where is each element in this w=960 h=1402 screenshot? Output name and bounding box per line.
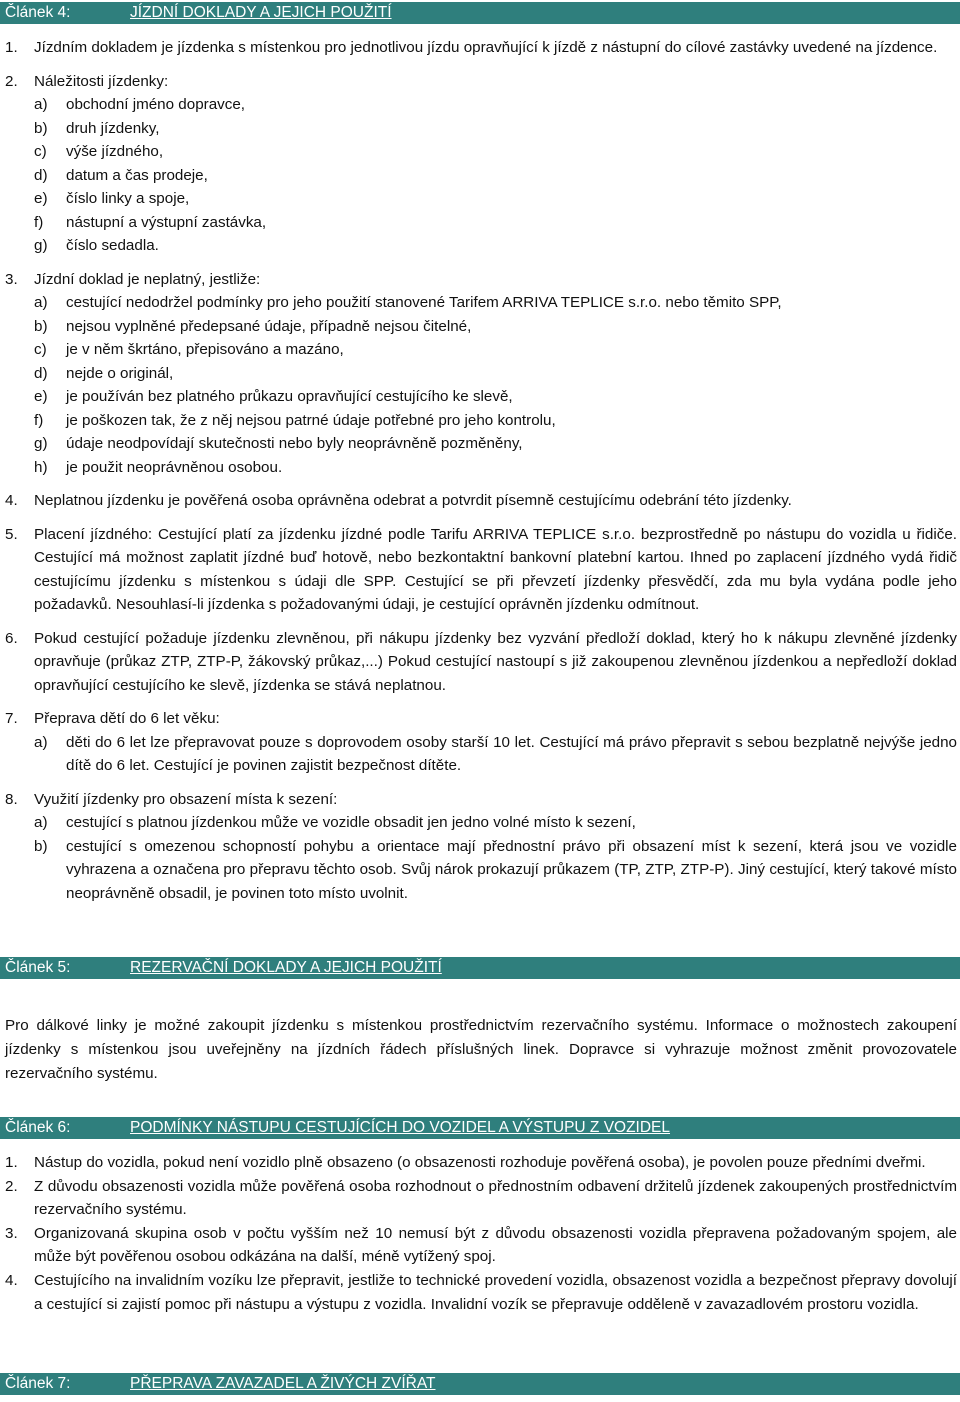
sub-item-letter: a) [34, 733, 48, 751]
sub-item-text: číslo sedadla. [66, 237, 159, 254]
article-4-item-3 [5, 268, 957, 480]
sub-item-letter: c) [34, 143, 47, 160]
article-6-item-4 [5, 1269, 957, 1316]
article-7-title: PŘEPRAVA ZAVAZADEL A ŽIVÝCH ZVÍŘAT [130, 1375, 436, 1392]
item-number: 3. [5, 270, 18, 288]
item-text: Jízdní doklad je neplatný, jestliže: [34, 270, 261, 288]
sub-item [34, 432, 957, 456]
sub-item [34, 409, 957, 433]
article-4-number: Článek 4: [5, 4, 71, 21]
article-4-item-4 [5, 489, 957, 513]
sub-item-letter: a) [34, 96, 48, 113]
sub-item-text: cestující nedodržel podmínky pro jeho použití stanovené Tarifem ARRIVA TEPLICE s.r.o. nebo těmito SPP, [66, 294, 782, 311]
sub-item-letter: c) [34, 341, 47, 358]
sub-item [34, 362, 957, 386]
sub-item-letter: d) [34, 166, 48, 184]
sub-item-text: nástupní a výstupní zastávka, [66, 213, 267, 231]
item-number: 3. [5, 1224, 18, 1242]
article-6-body [5, 1151, 957, 1316]
article-4-item-7 [5, 707, 957, 778]
sub-item [34, 291, 957, 315]
article-6-item-2 [5, 1175, 957, 1222]
sub-item-letter: b) [34, 317, 48, 335]
sub-item [34, 456, 957, 480]
article-7-number: Článek 7: [5, 1375, 71, 1392]
item-text: Pokud cestující požaduje jízdenku zlevněnou, při nákupu jízdenky bez vyzvání předloží doklad, který ho k nákupu zlevněné jízdenky opravňuje (průkaz ZTP, ZTP-P, žákovský průkaz,...) Pokud cestující nastoupí s již zakoupenou zlevněnou jízdenkou a nepředloží doklad opravňující cestujícího ke slevě, jízdenka se stává neplatnou. [34, 629, 957, 694]
article-4-item-5 [5, 523, 957, 617]
sub-item-text: druh jízdenky, [66, 119, 160, 137]
item-text: Jízdním dokladem je jízdenka s místenkou pro jednotlivou jízdu opravňující k jízdě z nástupní do cílové zastávky uvedené na jízdence. [34, 39, 938, 56]
sub-item-text: číslo linky a spoje, [66, 190, 190, 207]
sub-item-letter: g) [34, 237, 48, 254]
article-7-header [0, 1373, 960, 1395]
sub-item-text: děti do 6 let lze přepravovat pouze s doprovodem osoby starší 10 let. Cestující má právo přepravit s sebou bezplatně nejvýše jedno dítě do 6 let. Cestující je povinen zajistit bezpečnost dítěte. [66, 733, 957, 774]
item-text: Placení jízdného: Cestující platí za jízdenku jízdné podle Tarifu ARRIVA TEPLICE s.r.o. bezprostředně po nástupu do vozidla u řidiče. Cestující má možnost zaplatit jízdné buď hotově, nebo bezkontaktní bankovní platební kartou. Ihned po zaplacení jízdného vydá řidič cestujícímu jízdenku s místenkou s údaji dle SPP. Cestující se při převzetí jízdenky přesvědčí, zda mu byla vydána podle jeho požadavků. Nesouhlasí-li jízdenka s požadovanými údaji, je cestující oprávněn jízdenku odmítnout. [34, 525, 957, 613]
item-text: Nástup do vozidla, pokud není vozidlo plně obsazeno (o obsazenosti rozhoduje pověřená osoba), je povolen pouze předními dveřmi. [34, 1154, 926, 1171]
sub-item-letter: f) [34, 411, 44, 429]
sub-item-text: nejsou vyplněné předepsané údaje, případně nejsou čitelné, [66, 317, 472, 335]
sub-item [34, 140, 957, 164]
sub-item [34, 164, 957, 188]
item-text: Neplatnou jízdenku je pověřená osoba oprávněna odebrat a potvrdit písemně cestujícímu odebrání této jízdenky. [34, 492, 792, 509]
item-text: Využití jízdenky pro obsazení místa k sezení: [34, 790, 338, 808]
sub-item-text: údaje neodpovídají skutečnosti nebo byly neoprávněně pozměněny, [66, 435, 523, 452]
sub-item-letter: b) [34, 837, 48, 855]
article-6-title: PODMÍNKY NÁSTUPU CESTUJÍCÍCH DO VOZIDEL A VÝSTUPU Z VOZIDEL [130, 1119, 671, 1136]
sub-item-letter: f) [34, 213, 44, 231]
article-4-item-6 [5, 627, 957, 698]
article-6-number: Článek 6: [5, 1119, 71, 1136]
article-5-title: REZERVAČNÍ DOKLADY A JEJICH POUŽITÍ [130, 959, 442, 976]
item-number: 2. [5, 72, 18, 90]
sub-item-letter: g) [34, 435, 48, 452]
item-number: 8. [5, 790, 18, 808]
sub-item-letter: e) [34, 190, 48, 207]
article-6-item-1 [5, 1151, 957, 1175]
article-4-item-1 [5, 36, 957, 60]
article-5-header [0, 957, 960, 979]
sub-item-text: cestující s platnou jízdenkou může ve vozidle obsadit jen jedno volné místo k sezení, [66, 814, 636, 831]
sub-item-letter: d) [34, 364, 48, 382]
article-4-header [0, 2, 960, 24]
item-number: 1. [5, 1154, 18, 1171]
article-5-number: Článek 5: [5, 959, 71, 976]
sub-item-text: datum a čas prodeje, [66, 166, 208, 184]
item-number: 6. [5, 629, 18, 647]
sub-item [34, 835, 957, 906]
item-text: Přeprava dětí do 6 let věku: [34, 710, 220, 727]
item-number: 7. [5, 710, 18, 727]
item-number: 2. [5, 1177, 18, 1195]
item-text: Organizovaná skupina osob v počtu vyšším než 10 nemusí být z důvodu obsazenosti vozidla přepravena požadovaným spojem, ale může být pověřenou osobou odkázána na další, méně vytížený spoj. [34, 1224, 957, 1266]
item-number: 5. [5, 525, 18, 543]
sub-item [34, 187, 957, 211]
article-4-item-2 [5, 70, 957, 258]
sub-item [34, 385, 957, 409]
sub-item [34, 117, 957, 141]
sub-item-text: je používán bez platného průkazu opravňující cestujícího ke slevě, [66, 388, 513, 405]
article-6-header [0, 1117, 960, 1139]
article-4-body [5, 36, 957, 915]
sub-item [34, 93, 957, 117]
article-6-item-3 [5, 1222, 957, 1269]
sub-item [34, 338, 957, 362]
item-number: 4. [5, 492, 18, 509]
sub-item-text: je poškozen tak, že z něj nejsou patrné údaje potřebné pro jeho kontrolu, [66, 411, 556, 429]
item-number: 1. [5, 39, 18, 56]
item-text: Cestujícího na invalidním vozíku lze přepravit, jestliže to technické provedení vozidla, obsazenost vozidla a bezpečnost přepravy dovolují a cestující si zajistí pomoc při nástupu a výstupu z vozidla. Invalidní vozík se přepravuje odděleně v zavazadlovém prostoru vozidla. [34, 1271, 957, 1313]
sub-item-text: výše jízdného, [66, 143, 164, 160]
item-number: 4. [5, 1271, 18, 1289]
sub-item [34, 315, 957, 339]
article-4-title: JÍZDNÍ DOKLADY A JEJICH POUŽITÍ [130, 4, 392, 21]
sub-item-letter: a) [34, 294, 48, 311]
sub-item-letter: b) [34, 119, 48, 137]
article-5-text: Pro dálkové linky je možné zakoupit jízdenku s místenkou prostřednictvím rezervačního systému. Informace o možnostech zakoupení jízdenky s místenkou jsou uveřejněny na jízdních řádech příslušných linek. Dopravce si vyhrazuje možnost změnit provozovatele rezervačního systému. [5, 1017, 957, 1082]
item-text: Náležitosti jízdenky: [34, 72, 169, 90]
sub-item [34, 731, 957, 778]
sub-item-text: obchodní jméno dopravce, [66, 96, 245, 113]
sub-item-text: cestující s omezenou schopností pohybu a orientace mají přednostní právo při obsazení míst k sezení, která jsou ve vozidle vyhrazena a označena pro přepravu těchto osob. Svůj nárok prokazují průkazem (TP, ZTP, ZTP-P). Jiný cestující, který takové místo neoprávněně obsadil, je povinen toto místo uvolnit. [66, 837, 957, 902]
sub-item-text: nejde o originál, [66, 364, 174, 382]
sub-item-letter: e) [34, 388, 48, 405]
sub-item [34, 811, 957, 835]
article-4-item-8 [5, 788, 957, 906]
item-text: Z důvodu obsazenosti vozidla může pověřená osoba rozhodnout o přednostním odbavení držitelů jízdenek zakoupených prostřednictvím rezervačního systému. [34, 1177, 957, 1219]
sub-item-text: je použit neoprávněnou osobou. [66, 458, 283, 476]
sub-item-letter: a) [34, 814, 48, 831]
sub-item-letter: h) [34, 458, 48, 476]
sub-item [34, 234, 957, 258]
sub-item [34, 211, 957, 235]
sub-item-text: je v něm škrtáno, přepisováno a mazáno, [66, 341, 344, 358]
